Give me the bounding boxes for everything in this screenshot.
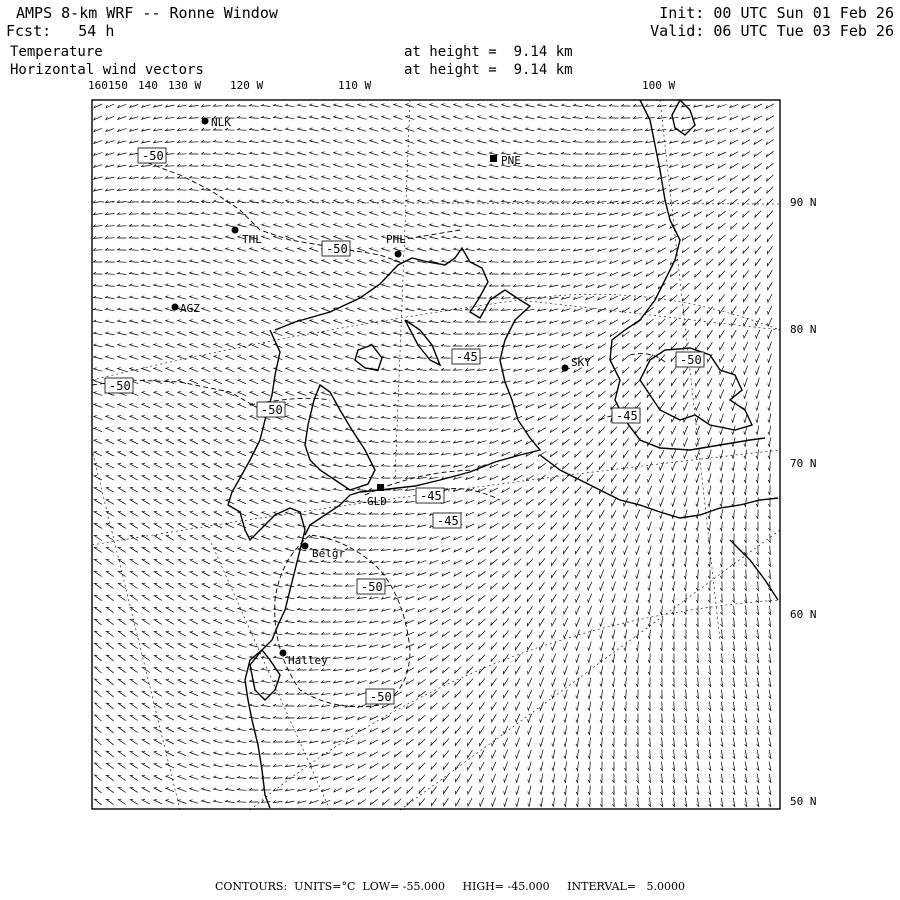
field-temperature: Temperature <box>10 44 103 60</box>
lon-label-100w: 100 W <box>642 79 676 92</box>
station-label-nlk: NLK <box>211 116 231 129</box>
contour-label: -50 <box>370 690 392 704</box>
contour-label: -50 <box>680 353 702 367</box>
wind-vectors <box>94 104 775 807</box>
wind-vector-field <box>94 104 775 807</box>
station-label-halley: Halley <box>288 654 328 667</box>
field-wind-vectors: Horizontal wind vectors <box>10 62 204 78</box>
station-label-phl: PHL <box>386 233 406 246</box>
contour-label: -50 <box>361 580 383 594</box>
station-markers <box>172 118 569 657</box>
lat-label-70n: 70 N <box>790 457 817 470</box>
graticule <box>92 100 780 810</box>
station-label-gld: GLD <box>367 495 387 508</box>
contour-label: -50 <box>142 149 164 163</box>
station-label-pne: PNE <box>501 154 521 167</box>
contour-info-footer: CONTOURS: UNITS=°C LOW= -55.000 HIGH= -45.000 INTERVAL= 5.0000 <box>214 880 686 893</box>
lat-label-60n: 60 N <box>790 608 817 621</box>
map-title: AMPS 8-km WRF -- Ronne Window <box>16 4 278 22</box>
lat-label-80n: 80 N <box>790 323 817 336</box>
height-temperature: at height = 9.14 km <box>404 44 573 60</box>
lon-label-130w: 130 W <box>168 79 202 92</box>
station-label-sky: SKY <box>571 356 591 369</box>
contour-label: -45 <box>456 350 478 364</box>
ice-shelf-edges <box>92 160 665 707</box>
lon-label-110w: 110 W <box>338 79 372 92</box>
station-label-agz: AGZ <box>180 302 200 315</box>
height-wind: at height = 9.14 km <box>404 62 573 78</box>
contour-label: -50 <box>326 242 348 256</box>
lon-label-120w: 120 W <box>230 79 264 92</box>
lat-label-90n: 90 N <box>790 196 817 209</box>
contour-label: -50 <box>261 403 283 417</box>
station-label-belgrano: Belgr <box>312 547 346 560</box>
lon-label-150: 150 <box>108 79 128 92</box>
contour-label: -50 <box>109 379 131 393</box>
forecast-hour: Fcst: 54 h <box>6 22 115 40</box>
contour-label: -45 <box>616 409 638 423</box>
lat-label-50n: 50 N <box>790 795 817 808</box>
station-label-thl: THL <box>242 233 262 246</box>
contour-label: -45 <box>420 489 442 503</box>
lon-label-160: 160 <box>88 79 108 92</box>
lon-label-140: 140 <box>138 79 158 92</box>
contour-label: -45 <box>437 514 459 528</box>
init-time: Init: 00 UTC Sun 01 Feb 26 <box>659 4 894 22</box>
valid-time: Valid: 06 UTC Tue 03 Feb 26 <box>650 22 894 40</box>
